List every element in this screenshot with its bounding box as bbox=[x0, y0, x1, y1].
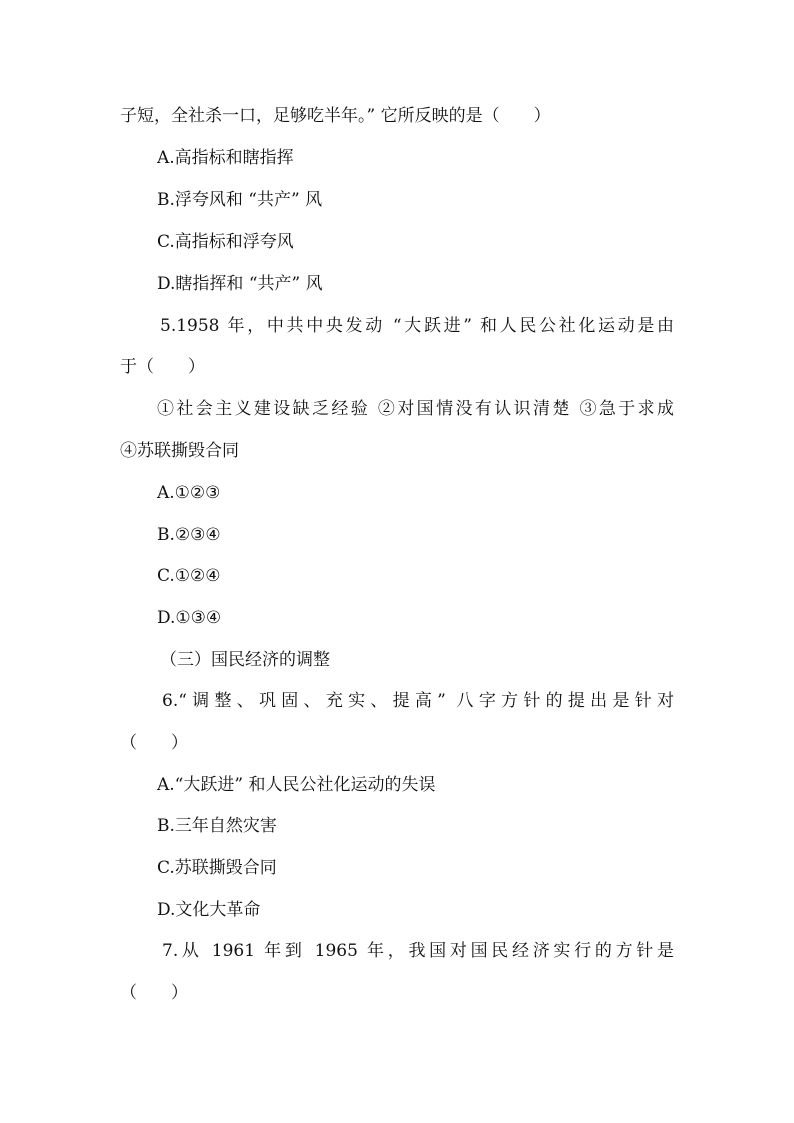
q6-stem: 6.“调整、巩固、充实、提高” 八字方针的提出是针对 bbox=[162, 691, 674, 711]
q5-stem-continuation: 于（ ） bbox=[120, 357, 205, 377]
q4-option-a: A.高指标和瞎指挥 bbox=[157, 148, 294, 168]
q5-statements-continuation: ④苏联撕毁合同 bbox=[120, 441, 239, 461]
q4-option-d: D.瞎指挥和 “共产” 风 bbox=[157, 274, 323, 294]
q6-option-d: D.文化大革命 bbox=[157, 900, 261, 920]
q4-stem-continuation: 子短，全社杀一口，足够吃半年。” 它所反映的是（ ） bbox=[120, 106, 551, 126]
q5-option-c: C.①②④ bbox=[157, 566, 221, 586]
q7-stem: 7.从 1961 年到 1965 年，我国对国民经济实行的方针是 bbox=[162, 941, 674, 961]
q4-option-b: B.浮夸风和 “共产” 风 bbox=[157, 190, 323, 210]
q6-answer-blank: （ ） bbox=[120, 733, 188, 753]
q5-statements: ①社会主义建设缺乏经验 ②对国情没有认识清楚 ③急于求成 bbox=[157, 399, 674, 419]
q6-option-c: C.苏联撕毁合同 bbox=[157, 858, 277, 878]
q4-option-c: C.高指标和浮夸风 bbox=[157, 232, 294, 252]
q6-option-b: B.三年自然灾害 bbox=[157, 816, 277, 836]
q7-answer-blank: （ ） bbox=[120, 983, 188, 1003]
q5-option-b: B.②③④ bbox=[157, 525, 221, 545]
q5-option-a: A.①②③ bbox=[157, 483, 221, 503]
q6-option-a: A.“大跃进” 和人民公社化运动的失误 bbox=[157, 775, 436, 795]
q5-option-d: D.①③④ bbox=[157, 608, 222, 628]
q5-stem: 5.1958 年，中共中央发动 “大跃进” 和人民公社化运动是由 bbox=[160, 316, 674, 336]
section-heading: （三）国民经济的调整 bbox=[160, 650, 330, 670]
